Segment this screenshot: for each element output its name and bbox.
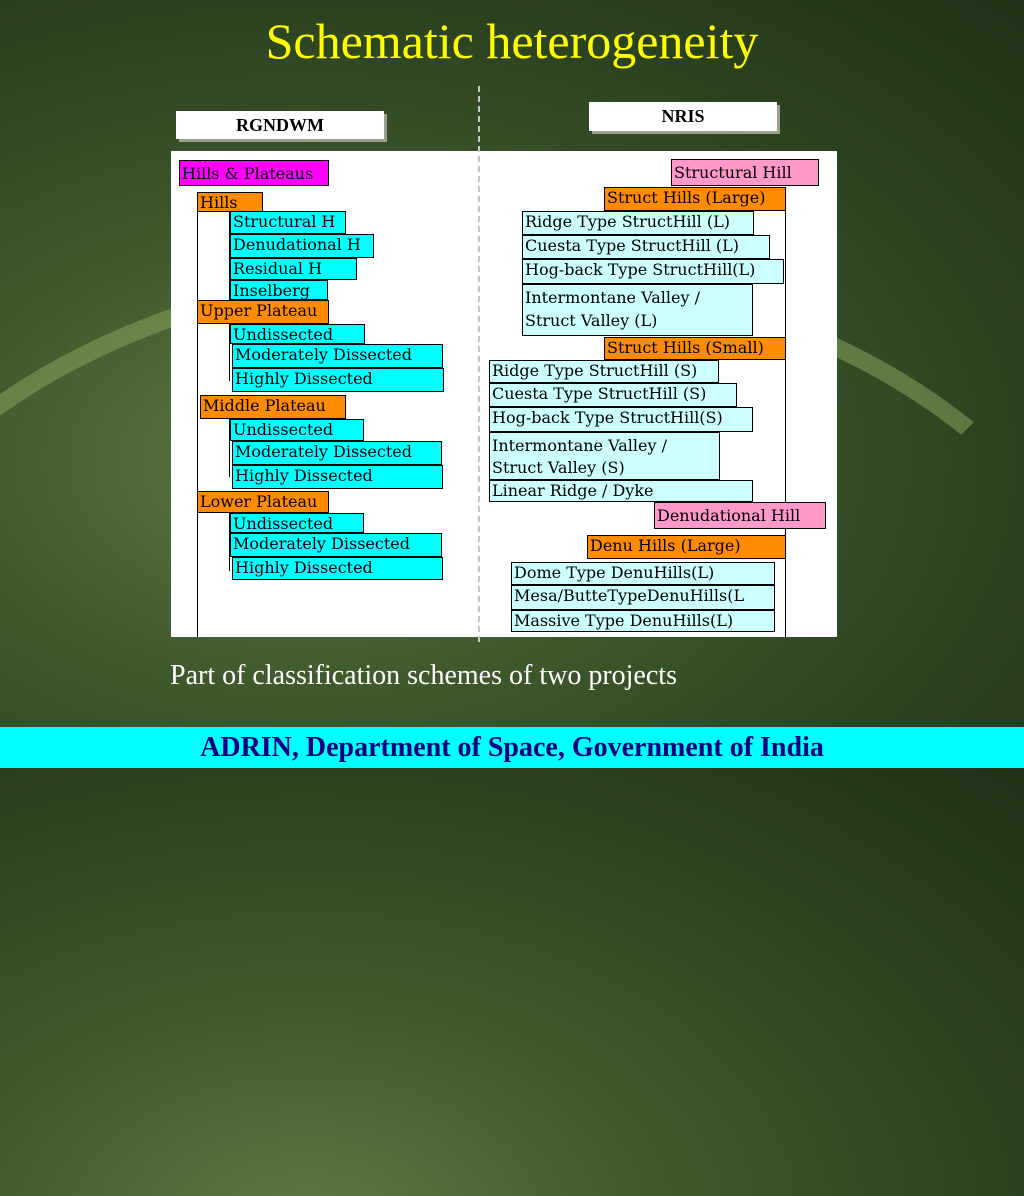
nris-item: Cuesta Type StructHill (S)	[489, 383, 737, 407]
rgndwm-item: Structural H	[230, 211, 346, 234]
rgndwm-tree-line	[197, 195, 198, 637]
rgndwm-item: Lower Plateau	[197, 491, 329, 513]
nris-item: Mesa/ButteTypeDenuHills(L	[511, 585, 775, 610]
nris-item: Intermontane Valley /	[522, 284, 753, 311]
footer-banner: ADRIN, Department of Space, Government of India	[0, 727, 1024, 768]
rgndwm-item: Highly Dissected	[232, 465, 443, 489]
rgndwm-item: Moderately Dissected	[232, 441, 442, 465]
nris-item: Struct Hills (Small)	[604, 337, 786, 360]
nris-label: NRIS	[589, 102, 777, 131]
nris-item: Hog-back Type StructHill(L)	[522, 259, 784, 284]
nris-item: Structural Hill	[671, 159, 819, 186]
nris-item: Ridge Type StructHill (L)	[522, 211, 754, 235]
nris-item: Denu Hills (Large)	[587, 535, 786, 559]
rgndwm-item: Undissected	[230, 419, 364, 441]
nris-item: Cuesta Type StructHill (L)	[522, 235, 770, 259]
rgndwm-item: Moderately Dissected	[232, 344, 443, 368]
rgndwm-item: Hills	[197, 192, 263, 212]
rgndwm-item: Undissected	[230, 513, 364, 533]
rgndwm-item: Highly Dissected	[232, 368, 444, 392]
rgndwm-item: Inselberg	[230, 280, 328, 300]
nris-item: Struct Valley (S)	[489, 458, 720, 480]
nris-item: Hog-back Type StructHill(S)	[489, 407, 753, 432]
nris-item: Intermontane Valley /	[489, 432, 720, 458]
nris-item: Struct Valley (L)	[522, 311, 753, 336]
nris-tree-line	[785, 205, 786, 637]
rgndwm-item: Highly Dissected	[232, 557, 443, 580]
nris-item: Dome Type DenuHills(L)	[511, 562, 775, 585]
nris-item: Linear Ridge / Dyke	[489, 480, 753, 502]
rgndwm-item: Undissected	[230, 324, 365, 344]
rgndwm-item: Middle Plateau	[200, 395, 346, 419]
nris-item: Struct Hills (Large)	[604, 187, 786, 211]
slide-caption: Part of classification schemes of two projects	[170, 660, 677, 691]
column-divider	[478, 86, 480, 642]
rgndwm-item: Hills & Plateaus	[179, 160, 329, 186]
rgndwm-item: Upper Plateau	[197, 300, 329, 324]
rgndwm-item: Moderately Dissected	[230, 533, 442, 557]
nris-item: Massive Type DenuHills(L)	[511, 610, 775, 632]
nris-item: Denudational Hill	[654, 502, 826, 529]
rgndwm-label: RGNDWM	[176, 111, 384, 139]
slide-title: Schematic heterogeneity	[265, 13, 759, 69]
rgndwm-item: Denudational H	[230, 234, 374, 258]
rgndwm-item: Residual H	[230, 258, 357, 280]
nris-item: Ridge Type StructHill (S)	[489, 360, 719, 383]
